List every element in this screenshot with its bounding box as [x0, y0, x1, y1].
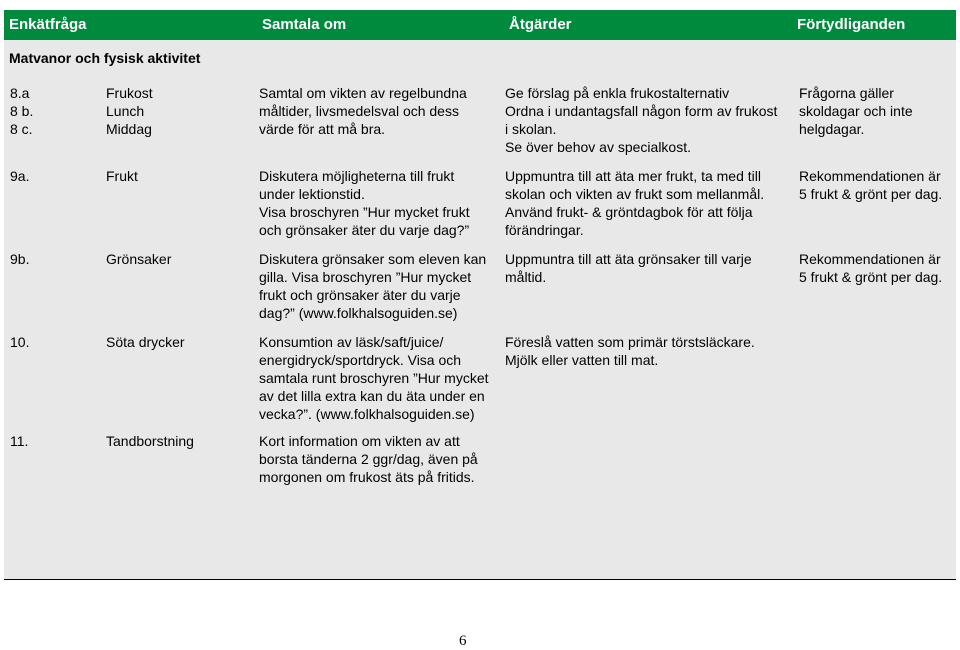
table-header	[4, 10, 956, 40]
row-9a-topic: Frukt	[106, 168, 138, 184]
row-10-talk: Konsumtion av läsk/saft/juice/ energidryck/sportdryck. Visa och samtala runt broschyren ”Hur mycket av det lilla extra kan du äta under en vecka?”. (www.folkhalsoguiden.se)	[259, 334, 489, 422]
row-10-topic: Söta drycker	[106, 334, 185, 350]
page-number: 6	[459, 633, 467, 649]
table-body	[4, 70, 956, 579]
row-8-number: 8.a 8 b. 8 c.	[10, 85, 34, 137]
row-9b-note: Rekommendationen är 5 frukt & grönt per dag.	[799, 251, 943, 285]
header-enkatfraga: Enkätfråga	[9, 16, 87, 33]
row-8-action: Ge förslag på enkla frukostalternativ Ordna i undantagsfall någon form av frukost i skolan. Se över behov av specialkost.	[505, 85, 778, 155]
row-9b-topic: Grönsaker	[106, 251, 172, 267]
row-9b-talk: Diskutera grönsaker som eleven kan gilla. Visa broschyren ”Hur mycket frukt och grönsaker äter du varje dag?” (www.folkhalsoguiden.se)	[259, 251, 487, 321]
row-10-number: 10.	[10, 334, 30, 350]
row-11-topic: Tandborstning	[106, 433, 194, 449]
row-8-note: Frågorna gäller skoldagar och inte helgdagar.	[799, 85, 913, 137]
row-9a-note: Rekommendationen är 5 frukt & grönt per dag.	[799, 168, 943, 202]
header-samtala-om: Samtala om	[262, 16, 347, 33]
header-atgarder: Åtgärder	[509, 16, 572, 33]
row-9a-number: 9a.	[10, 168, 30, 184]
row-10-action: Föreslå vatten som primär törstsläckare. Mjölk eller vatten till mat.	[505, 334, 755, 368]
row-8-talk: Samtal om vikten av regelbundna måltider, livsmedelsval och dess värde för att må bra.	[259, 85, 467, 137]
row-8-topic: Frukost Lunch Middag	[106, 85, 153, 137]
header-fortydliganden: Förtydliganden	[797, 16, 906, 33]
row-9b-action: Uppmuntra till att äta grönsaker till varje måltid.	[505, 251, 752, 285]
row-9a-talk: Diskutera möjligheterna till frukt under lektionstid. Visa broschyren ”Hur mycket frukt och grönsaker äter du varje dag?”	[259, 168, 470, 238]
section-title: Matvanor och fysisk aktivitet	[9, 50, 201, 66]
row-11-talk: Kort information om vikten av att borsta tänderna 2 ggr/dag, även på morgonen om frukost äts på fritids.	[259, 433, 478, 485]
section-title-row	[4, 40, 956, 71]
row-9a-action: Uppmuntra till att äta mer frukt, ta med till skolan och vikten av frukt som mellanmål. Använd frukt- & gröntdagbok för att följa förändringar.	[505, 168, 765, 238]
row-9b-number: 9b.	[10, 251, 30, 267]
row-11-number: 11.	[10, 433, 29, 449]
